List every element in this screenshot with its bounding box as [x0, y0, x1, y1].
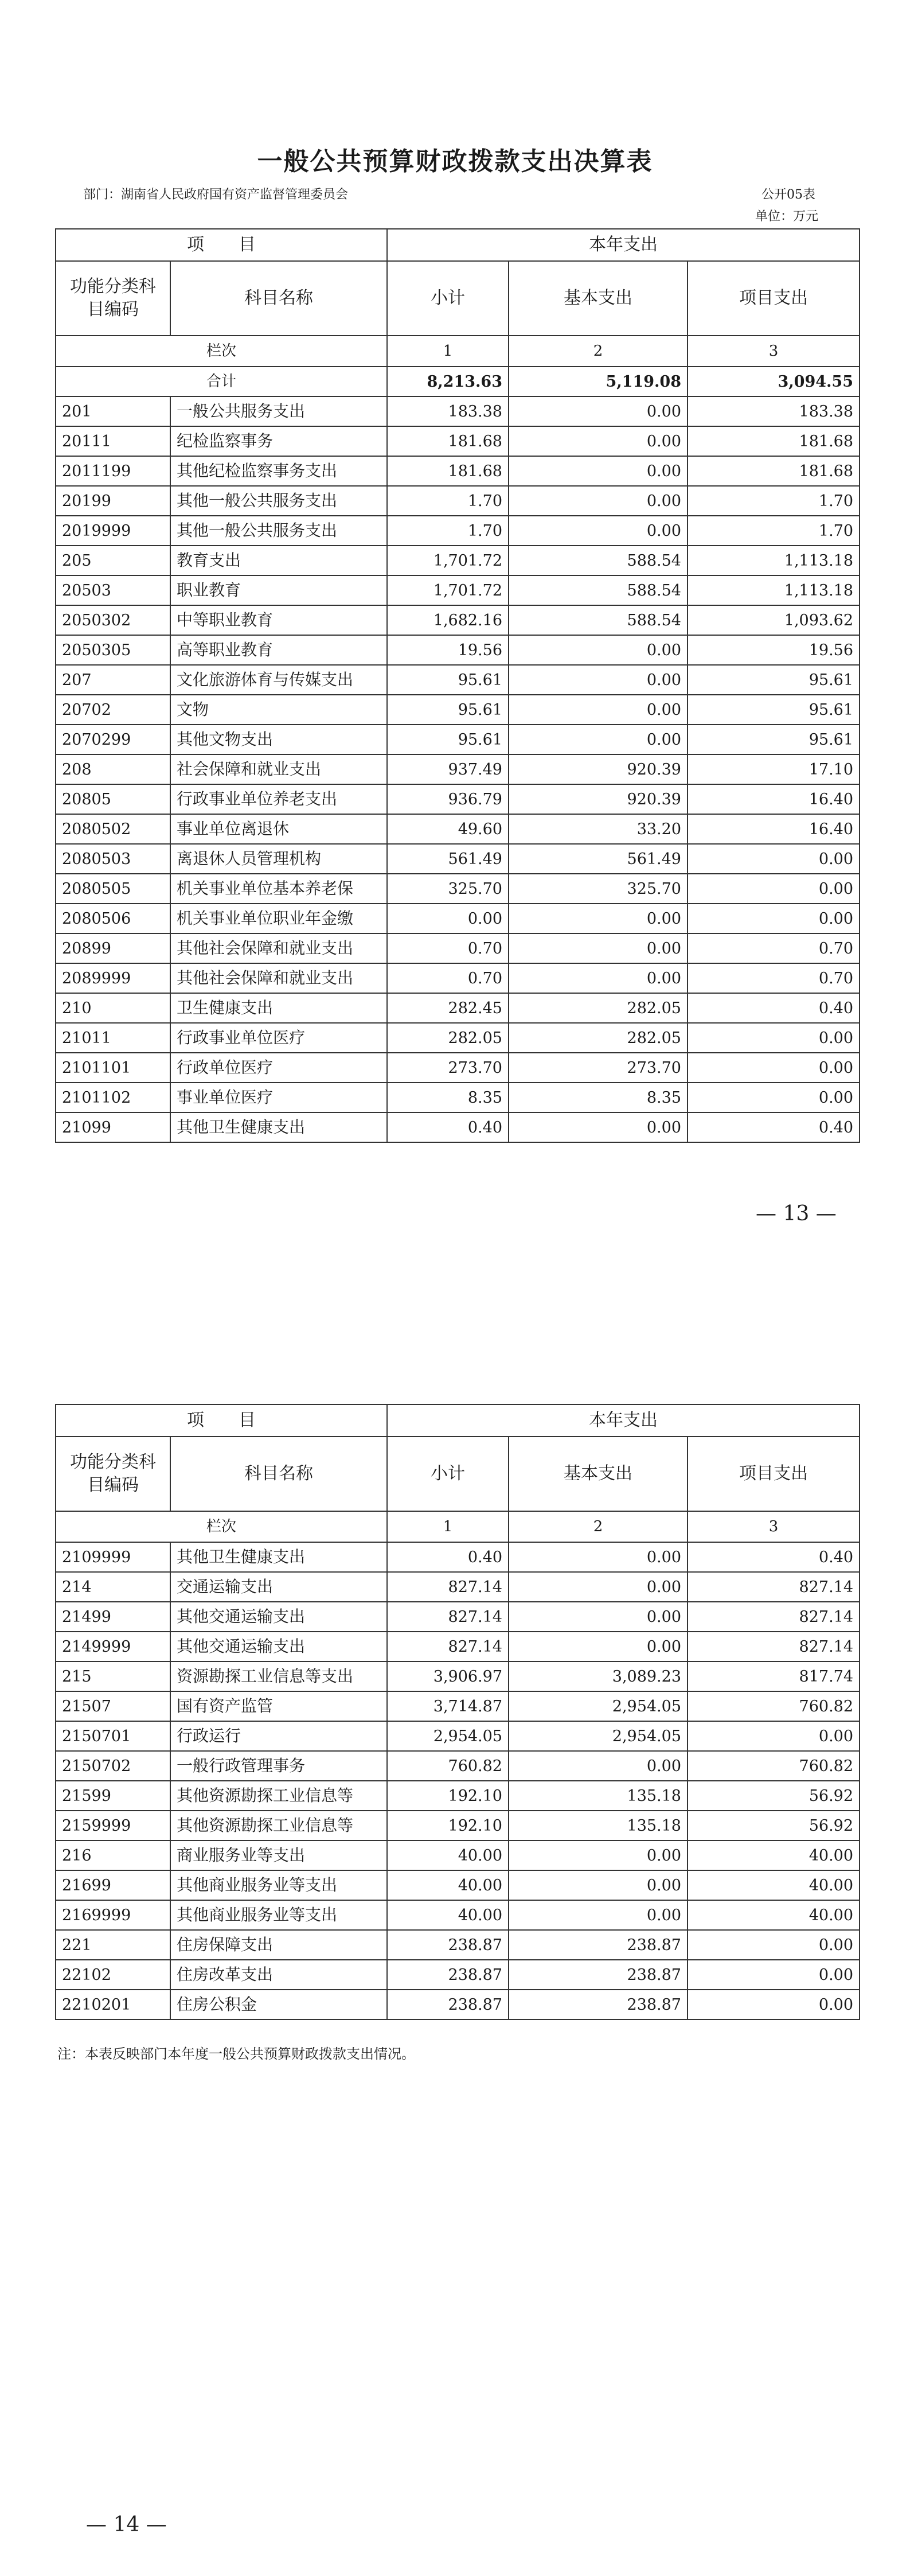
table-row [56, 784, 860, 814]
table-row [56, 456, 860, 486]
row-basic: 282.05 [509, 1023, 688, 1053]
total-row [56, 367, 860, 396]
row-subtotal: 8.35 [387, 1083, 509, 1112]
row-code: 20702 [56, 695, 170, 725]
row-subtotal: 181.68 [387, 456, 509, 486]
row-project: 1,093.62 [688, 605, 860, 635]
header-col-1: 1 [387, 336, 509, 367]
row-basic: 325.70 [509, 874, 688, 904]
row-subtotal: 1,701.72 [387, 575, 509, 605]
row-subtotal: 1,682.16 [387, 605, 509, 635]
table-row [56, 1781, 860, 1811]
table-row [56, 963, 860, 993]
header-col-2: 2 [509, 336, 688, 367]
row-subtotal: 95.61 [387, 725, 509, 754]
row-subtotal: 0.00 [387, 904, 509, 933]
row-subtotal: 1,701.72 [387, 546, 509, 575]
row-basic: 920.39 [509, 784, 688, 814]
row-project: 56.92 [688, 1811, 860, 1840]
table-row [56, 1960, 860, 1990]
row-name: 交通运输支出 [170, 1572, 387, 1602]
row-project: 56.92 [688, 1781, 860, 1811]
row-code: 2080506 [56, 904, 170, 933]
row-name: 机关事业单位职业年金缴 [170, 904, 387, 933]
row-basic: 0.00 [509, 486, 688, 516]
row-project: 760.82 [688, 1691, 860, 1721]
row-basic: 0.00 [509, 1632, 688, 1661]
table-row [56, 874, 860, 904]
table-row [56, 486, 860, 516]
row-project: 760.82 [688, 1751, 860, 1781]
report-title: 一般公共预算财政拨款支出决算表 [257, 147, 653, 176]
row-basic: 273.70 [509, 1053, 688, 1083]
total-basic: 5,119.08 [509, 367, 688, 396]
row-project: 0.00 [688, 874, 860, 904]
row-subtotal: 3,714.87 [387, 1691, 509, 1721]
table-row [56, 1930, 860, 1960]
row-subtotal: 827.14 [387, 1602, 509, 1632]
row-subtotal: 1.70 [387, 486, 509, 516]
total-project: 3,094.55 [688, 367, 860, 396]
row-name: 行政事业单位医疗 [170, 1023, 387, 1053]
row-name: 其他交通运输支出 [170, 1602, 387, 1632]
row-basic: 0.00 [509, 665, 688, 695]
row-subtotal: 0.70 [387, 963, 509, 993]
table-row [56, 725, 860, 754]
row-basic: 238.87 [509, 1930, 688, 1960]
row-project: 1.70 [688, 486, 860, 516]
header-project: 项目支出 [688, 1437, 860, 1511]
row-code: 2150702 [56, 1751, 170, 1781]
row-project: 0.00 [688, 1023, 860, 1053]
row-basic: 0.00 [509, 963, 688, 993]
row-project: 1.70 [688, 516, 860, 546]
row-subtotal: 937.49 [387, 754, 509, 784]
row-basic: 0.00 [509, 456, 688, 486]
row-code: 20805 [56, 784, 170, 814]
row-name: 行政运行 [170, 1721, 387, 1751]
row-name: 其他商业服务业等支出 [170, 1900, 387, 1930]
row-basic: 0.00 [509, 1870, 688, 1900]
row-subtotal: 561.49 [387, 844, 509, 874]
row-name: 一般行政管理事务 [170, 1751, 387, 1781]
row-project: 0.40 [688, 1542, 860, 1572]
row-name: 其他商业服务业等支出 [170, 1870, 387, 1900]
table-row [56, 1112, 860, 1142]
row-project: 0.70 [688, 963, 860, 993]
row-project: 0.40 [688, 993, 860, 1023]
table-note: 注：本表反映部门本年度一般公共预算财政拨款支出情况。 [57, 2046, 415, 2062]
row-project: 827.14 [688, 1572, 860, 1602]
header-basic: 基本支出 [509, 261, 688, 336]
row-subtotal: 40.00 [387, 1900, 509, 1930]
row-project: 95.61 [688, 695, 860, 725]
row-code: 205 [56, 546, 170, 575]
table-body-page-14 [56, 1542, 860, 2019]
row-basic: 135.18 [509, 1781, 688, 1811]
row-project: 95.61 [688, 725, 860, 754]
expenditure-table-page-14 [55, 1404, 860, 2020]
row-code: 201 [56, 396, 170, 426]
row-name: 其他文物支出 [170, 725, 387, 754]
row-project: 40.00 [688, 1900, 860, 1930]
row-name: 其他一般公共服务支出 [170, 486, 387, 516]
table-row [56, 1572, 860, 1602]
row-basic: 0.00 [509, 1840, 688, 1870]
row-project: 40.00 [688, 1870, 860, 1900]
row-code: 21699 [56, 1870, 170, 1900]
table-row [56, 754, 860, 784]
row-name: 高等职业教育 [170, 635, 387, 665]
row-subtotal: 192.10 [387, 1811, 509, 1840]
total-subtotal: 8,213.63 [387, 367, 509, 396]
table-body-page-13 [56, 396, 860, 1142]
row-project: 0.00 [688, 1083, 860, 1112]
header-code: 功能分类科目编码 [56, 1437, 170, 1511]
row-basic: 238.87 [509, 1960, 688, 1990]
row-subtotal: 0.40 [387, 1542, 509, 1572]
row-subtotal: 238.87 [387, 1960, 509, 1990]
row-project: 181.68 [688, 456, 860, 486]
row-project: 0.00 [688, 904, 860, 933]
row-basic: 282.05 [509, 993, 688, 1023]
row-subtotal: 95.61 [387, 665, 509, 695]
row-name: 其他社会保障和就业支出 [170, 963, 387, 993]
form-number: 公开05表 [761, 188, 815, 202]
row-code: 20899 [56, 933, 170, 963]
row-subtotal: 238.87 [387, 1930, 509, 1960]
page-number-14: — 14 — [86, 2513, 167, 2536]
header-item: 项 目 [56, 229, 387, 261]
table-row [56, 1023, 860, 1053]
row-basic: 0.00 [509, 426, 688, 456]
row-name: 纪检监察事务 [170, 426, 387, 456]
row-name: 职业教育 [170, 575, 387, 605]
table-row [56, 516, 860, 546]
header-current-year: 本年支出 [387, 229, 860, 261]
row-basic: 0.00 [509, 516, 688, 546]
table-row [56, 665, 860, 695]
row-name: 其他社会保障和就业支出 [170, 933, 387, 963]
table-row [56, 575, 860, 605]
header-col-3: 3 [688, 1511, 860, 1542]
row-basic: 238.87 [509, 1990, 688, 2019]
row-code: 21507 [56, 1691, 170, 1721]
row-subtotal: 282.05 [387, 1023, 509, 1053]
row-basic: 0.00 [509, 635, 688, 665]
table-row [56, 1542, 860, 1572]
table-row [56, 635, 860, 665]
row-name: 其他卫生健康支出 [170, 1112, 387, 1142]
table-row [56, 904, 860, 933]
table-row [56, 1691, 860, 1721]
row-basic: 0.00 [509, 933, 688, 963]
row-code: 2080505 [56, 874, 170, 904]
row-project: 0.00 [688, 1960, 860, 1990]
row-project: 16.40 [688, 814, 860, 844]
row-basic: 588.54 [509, 546, 688, 575]
row-name: 其他纪检监察事务支出 [170, 456, 387, 486]
table-row [56, 993, 860, 1023]
row-subtotal: 936.79 [387, 784, 509, 814]
header-subtotal: 小计 [387, 1437, 509, 1511]
row-basic: 561.49 [509, 844, 688, 874]
header-name: 科目名称 [170, 1437, 387, 1511]
row-subtotal: 827.14 [387, 1632, 509, 1661]
table-row [56, 1811, 860, 1840]
row-code: 20503 [56, 575, 170, 605]
row-project: 95.61 [688, 665, 860, 695]
row-code: 208 [56, 754, 170, 784]
row-subtotal: 40.00 [387, 1840, 509, 1870]
row-project: 0.00 [688, 1990, 860, 2019]
row-name: 事业单位离退休 [170, 814, 387, 844]
table-row [56, 1870, 860, 1900]
row-name: 文物 [170, 695, 387, 725]
row-basic: 0.00 [509, 904, 688, 933]
row-name: 卫生健康支出 [170, 993, 387, 1023]
row-basic: 0.00 [509, 1602, 688, 1632]
header-name: 科目名称 [170, 261, 387, 336]
row-name: 一般公共服务支出 [170, 396, 387, 426]
row-subtotal: 0.40 [387, 1112, 509, 1142]
row-basic: 0.00 [509, 1542, 688, 1572]
row-name: 社会保障和就业支出 [170, 754, 387, 784]
row-name: 行政单位医疗 [170, 1053, 387, 1083]
table-row [56, 396, 860, 426]
header-col-2: 2 [509, 1511, 688, 1542]
row-name: 其他资源勘探工业信息等 [170, 1781, 387, 1811]
row-code: 21011 [56, 1023, 170, 1053]
row-basic: 0.00 [509, 396, 688, 426]
row-name: 商业服务业等支出 [170, 1840, 387, 1870]
header-project: 项目支出 [688, 261, 860, 336]
row-project: 0.00 [688, 1721, 860, 1751]
row-code: 216 [56, 1840, 170, 1870]
row-project: 0.70 [688, 933, 860, 963]
row-subtotal: 3,906.97 [387, 1661, 509, 1691]
row-basic: 0.00 [509, 1112, 688, 1142]
department-label: 部门：湖南省人民政府国有资产监督管理委员会 [83, 188, 349, 202]
row-project: 19.56 [688, 635, 860, 665]
row-name: 离退休人员管理机构 [170, 844, 387, 874]
row-code: 2210201 [56, 1990, 170, 2019]
row-name: 资源勘探工业信息等支出 [170, 1661, 387, 1691]
row-subtotal: 0.70 [387, 933, 509, 963]
row-code: 2080503 [56, 844, 170, 874]
unit-label: 单位：万元 [755, 209, 819, 224]
row-name: 行政事业单位养老支出 [170, 784, 387, 814]
row-subtotal: 183.38 [387, 396, 509, 426]
row-code: 2101101 [56, 1053, 170, 1083]
row-code: 2080502 [56, 814, 170, 844]
row-name: 其他交通运输支出 [170, 1632, 387, 1661]
table-row [56, 1900, 860, 1930]
row-project: 0.00 [688, 1053, 860, 1083]
row-project: 1,113.18 [688, 575, 860, 605]
row-code: 2169999 [56, 1900, 170, 1930]
page-number-13: — 13 — [756, 1202, 837, 1225]
row-code: 207 [56, 665, 170, 695]
row-code: 2050302 [56, 605, 170, 635]
table-row [56, 844, 860, 874]
table-row [56, 1602, 860, 1632]
table-row [56, 426, 860, 456]
row-subtotal: 282.45 [387, 993, 509, 1023]
expenditure-table-page-13 [55, 228, 860, 1143]
row-name: 事业单位医疗 [170, 1083, 387, 1112]
row-name: 其他资源勘探工业信息等 [170, 1811, 387, 1840]
row-project: 0.40 [688, 1112, 860, 1142]
row-subtotal: 40.00 [387, 1870, 509, 1900]
row-code: 210 [56, 993, 170, 1023]
header-col-index-label: 栏次 [56, 1511, 387, 1542]
row-code: 2159999 [56, 1811, 170, 1840]
row-project: 0.00 [688, 844, 860, 874]
row-name: 教育支出 [170, 546, 387, 575]
row-basic: 920.39 [509, 754, 688, 784]
row-code: 2150701 [56, 1721, 170, 1751]
row-basic: 0.00 [509, 1572, 688, 1602]
row-code: 21499 [56, 1602, 170, 1632]
row-code: 2019999 [56, 516, 170, 546]
table-row [56, 695, 860, 725]
row-code: 2011199 [56, 456, 170, 486]
header-col-1: 1 [387, 1511, 509, 1542]
row-code: 2070299 [56, 725, 170, 754]
row-basic: 0.00 [509, 725, 688, 754]
row-project: 17.10 [688, 754, 860, 784]
row-basic: 588.54 [509, 575, 688, 605]
table-row [56, 814, 860, 844]
row-project: 827.14 [688, 1632, 860, 1661]
row-code: 214 [56, 1572, 170, 1602]
row-basic: 588.54 [509, 605, 688, 635]
row-code: 22102 [56, 1960, 170, 1990]
row-project: 16.40 [688, 784, 860, 814]
row-code: 20199 [56, 486, 170, 516]
row-subtotal: 238.87 [387, 1990, 509, 2019]
row-name: 文化旅游体育与传媒支出 [170, 665, 387, 695]
table-row [56, 1053, 860, 1083]
header-basic: 基本支出 [509, 1437, 688, 1511]
row-code: 2109999 [56, 1542, 170, 1572]
row-subtotal: 95.61 [387, 695, 509, 725]
row-code: 221 [56, 1930, 170, 1960]
row-project: 817.74 [688, 1661, 860, 1691]
row-name: 住房改革支出 [170, 1960, 387, 1990]
table-row [56, 1661, 860, 1691]
row-subtotal: 273.70 [387, 1053, 509, 1083]
row-basic: 3,089.23 [509, 1661, 688, 1691]
row-subtotal: 827.14 [387, 1572, 509, 1602]
row-name: 住房公积金 [170, 1990, 387, 2019]
row-subtotal: 2,954.05 [387, 1721, 509, 1751]
table-row [56, 1632, 860, 1661]
row-code: 21099 [56, 1112, 170, 1142]
table-row [56, 605, 860, 635]
row-code: 215 [56, 1661, 170, 1691]
row-basic: 2,954.05 [509, 1691, 688, 1721]
row-basic: 0.00 [509, 695, 688, 725]
total-label: 合计 [56, 367, 387, 396]
header-subtotal: 小计 [387, 261, 509, 336]
row-name: 机关事业单位基本养老保 [170, 874, 387, 904]
table-row [56, 546, 860, 575]
row-code: 20111 [56, 426, 170, 456]
row-basic: 8.35 [509, 1083, 688, 1112]
table-row [56, 1751, 860, 1781]
row-project: 827.14 [688, 1602, 860, 1632]
row-name: 住房保障支出 [170, 1930, 387, 1960]
row-subtotal: 760.82 [387, 1751, 509, 1781]
row-name: 其他卫生健康支出 [170, 1542, 387, 1572]
row-basic: 0.00 [509, 1751, 688, 1781]
header-code: 功能分类科目编码 [56, 261, 170, 336]
row-code: 2149999 [56, 1632, 170, 1661]
header-current-year: 本年支出 [387, 1404, 860, 1437]
table-row [56, 1721, 860, 1751]
row-subtotal: 181.68 [387, 426, 509, 456]
table-row [56, 1990, 860, 2019]
row-name: 中等职业教育 [170, 605, 387, 635]
row-basic: 2,954.05 [509, 1721, 688, 1751]
row-subtotal: 49.60 [387, 814, 509, 844]
row-project: 183.38 [688, 396, 860, 426]
row-name: 国有资产监管 [170, 1691, 387, 1721]
row-project: 0.00 [688, 1930, 860, 1960]
row-code: 2101102 [56, 1083, 170, 1112]
row-code: 2050305 [56, 635, 170, 665]
row-basic: 0.00 [509, 1900, 688, 1930]
header-col-3: 3 [688, 336, 860, 367]
header-col-index-label: 栏次 [56, 336, 387, 367]
row-code: 21599 [56, 1781, 170, 1811]
row-basic: 33.20 [509, 814, 688, 844]
table-row [56, 1840, 860, 1870]
row-subtotal: 1.70 [387, 516, 509, 546]
row-subtotal: 192.10 [387, 1781, 509, 1811]
row-name: 其他一般公共服务支出 [170, 516, 387, 546]
row-code: 2089999 [56, 963, 170, 993]
row-subtotal: 19.56 [387, 635, 509, 665]
row-subtotal: 325.70 [387, 874, 509, 904]
table-row [56, 1083, 860, 1112]
row-project: 181.68 [688, 426, 860, 456]
row-project: 40.00 [688, 1840, 860, 1870]
table-row [56, 933, 860, 963]
header-item: 项 目 [56, 1404, 387, 1437]
row-project: 1,113.18 [688, 546, 860, 575]
row-basic: 135.18 [509, 1811, 688, 1840]
